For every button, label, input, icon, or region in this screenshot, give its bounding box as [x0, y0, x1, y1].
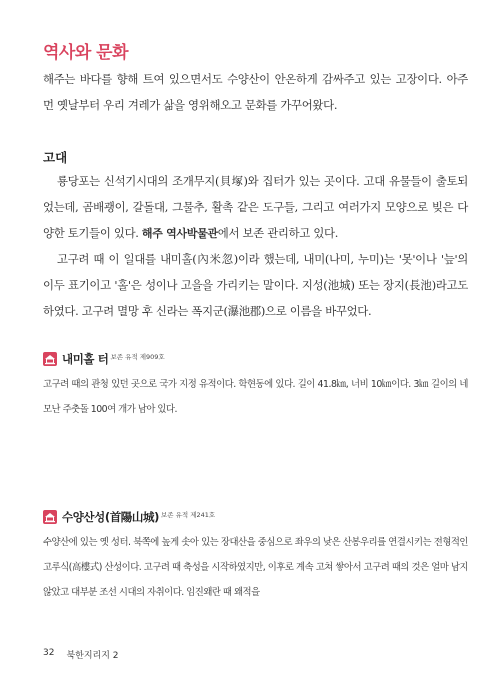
heritage-site-icon [43, 352, 57, 366]
heritage-site-icon [43, 510, 57, 524]
ancient-paragraph-2: 고구려 때 이 일대를 내미홀(內米忽)이라 했는데, 내미(나미, 누미)는 '못'이나 '늪'의 이두 표기이고 '홀'은 성이나 고을을 가리키는 말이다. 지성(池城) 또는 장지(長池)라고도 하였다. 고구려 멸망 후 신라는 폭지군(瀑池郡)으로 이름을 바꾸었다. [43, 252, 468, 318]
ancient-p1-text: 룡당포는 신석기시대의 조개무지(貝塚)와 집터가 있는 곳이다. 고대 유물들이 출토되었는데, 곰배괭이, 갈돌대, 그물추, 활촉 같은 도구들, 그리고 여러가지 모양으로 빚은 다양한 토기들이 있다. [43, 174, 468, 240]
ancient-heading: 고대 [43, 150, 68, 165]
page-footer [43, 648, 119, 661]
ancient-p1-text-end: 에서 보존 관리하고 있다. [217, 226, 339, 240]
book-title: 북한지리지 2 [66, 651, 119, 661]
section-title: 역사와 문화 [43, 43, 129, 63]
site-description-suyangsanseong: 수양산에 있는 옛 성터. 북쪽에 높게 솟아 있는 장대산을 중심으로 좌우의 낮은 산봉우리를 연결시키는 전형적인 고루식(高樓式) 산성이다. 고구려 때 축성을 시작하였지만, 이후로 계속 고쳐 쌓아서 고구려 때의 것은 얼마 남지 않았고 대부분 조선 시대의 자취이다. 임진왜란 때 왜적을 [43, 537, 468, 598]
site-description-naemihol: 고구려 때의 관청 있던 곳으로 국가 지정 유적이다. 학현동에 있다. 길이 41.8㎞, 너비 10㎞이다. 3㎞ 길이의 네모난 주춧돌 100여 개가 남아 있다. [43, 379, 468, 415]
intro-paragraph: 해주는 바다를 향해 트여 있으면서도 수양산이 안온하게 감싸주고 있는 고장이다. 아주 먼 옛날부터 우리 겨레가 삶을 영위해오고 문화를 가꾸어왔다. [43, 72, 468, 112]
site-heading-naemihol [43, 351, 165, 367]
site-note: 보존 유적 제241호 [160, 510, 216, 519]
site-name: 수양산성(首陽山城) [62, 510, 159, 524]
museum-name: 해주 역사박물관 [141, 227, 218, 240]
ancient-paragraph-1 [43, 168, 468, 247]
site-name: 내미홀 터 [62, 352, 109, 366]
page-number: 32 [43, 648, 55, 658]
site-note: 보존 유적 제909호 [110, 352, 165, 361]
site-heading-suyangsanseong [43, 509, 215, 525]
